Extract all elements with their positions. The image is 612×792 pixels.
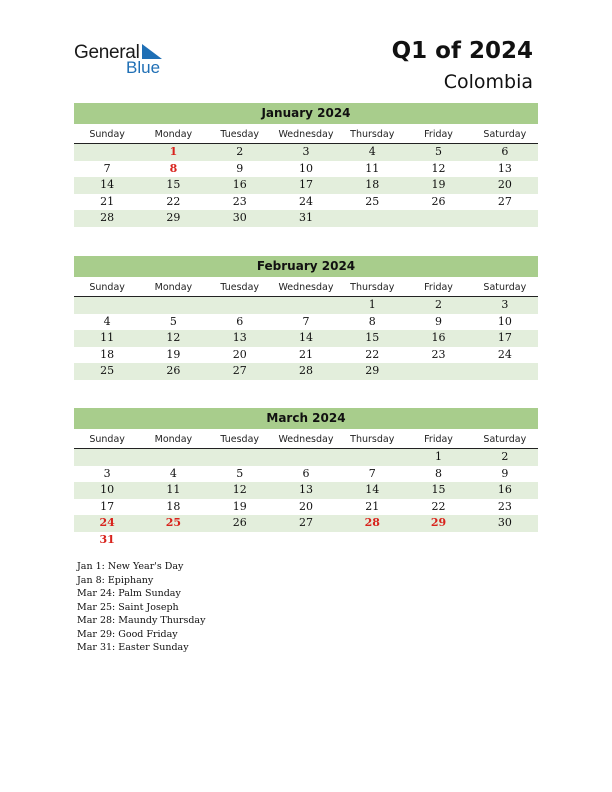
weekday-label: Friday [424,434,453,445]
weeks-grid [74,449,538,548]
day-cell: 23 [431,347,446,361]
empty-day-cell [472,210,538,227]
day-cell: 12 [431,161,446,175]
month-title: February 2024 [74,256,538,277]
week-row [74,449,538,466]
holiday-notes-list [77,560,205,655]
empty-day-cell [140,449,206,466]
weekday-label: Thursday [350,129,395,140]
week-row [74,482,538,499]
weekday-label: Monday [154,434,193,445]
week-row [74,297,538,314]
day-cell: 25 [365,194,380,208]
week-row [74,363,538,380]
weekday-label: Monday [154,129,193,140]
day-cell: 5 [435,145,443,158]
day-cell: 3 [302,145,310,158]
week-row [74,177,538,194]
day-cell: 21 [298,347,313,361]
empty-day-cell [207,532,273,549]
holiday-note: Mar 24: Palm Sunday [77,588,181,599]
month-calendar-january [74,103,538,227]
day-cell: 9 [236,161,244,175]
day-cell: 4 [103,314,111,328]
weekday-label: Wednesday [278,434,334,445]
day-cell: 27 [497,194,512,208]
weekday-label: Sunday [89,129,125,140]
weekday-label: Saturday [483,282,527,293]
day-cell: 11 [100,331,115,344]
week-row [74,499,538,516]
day-cell: 18 [166,499,181,513]
day-cell: 13 [497,161,512,175]
month-calendar-february [74,256,538,380]
day-cell: 11 [166,483,181,496]
weekday-label: Tuesday [220,434,260,445]
day-cell: 19 [232,499,247,513]
day-cell: 12 [232,483,247,496]
weeks-grid [74,297,538,380]
day-cell: 15 [431,483,446,496]
weekday-label: Monday [154,282,193,293]
week-row [74,194,538,211]
weekday-label: Thursday [350,434,395,445]
day-cell: 1 [435,450,443,463]
day-cell: 20 [298,499,313,513]
logo-blue-text: Blue [126,58,161,77]
day-cell: 3 [103,466,111,480]
day-cell: 27 [232,364,247,377]
day-cell: 14 [298,331,313,344]
day-cell: 22 [431,499,446,513]
day-cell: 2 [236,145,244,158]
day-cell: 7 [103,161,111,175]
day-cell: 22 [365,347,380,361]
weeks-grid [74,144,538,227]
day-cell: 16 [232,178,247,191]
weekday-label: Sunday [89,282,125,293]
day-cell: 27 [298,516,313,529]
day-cell: 8 [169,161,178,175]
day-cell: 6 [302,466,310,480]
day-cell: 14 [100,178,115,191]
day-cell: 28 [100,211,115,224]
day-cell: 17 [497,331,512,344]
holiday-note: Mar 25: Saint Joseph [77,601,179,613]
empty-day-cell [140,532,206,549]
empty-day-cell [273,449,339,466]
empty-day-cell [140,297,206,314]
day-cell: 4 [368,145,376,158]
day-cell: 26 [232,516,247,529]
day-cell: 6 [236,314,244,328]
holiday-note: Mar 28: Maundy Thursday [77,615,206,626]
day-cell: 25 [100,364,115,377]
day-cell: 11 [365,161,380,175]
empty-day-cell [273,532,339,549]
empty-day-cell [339,532,405,549]
day-cell: 1 [368,298,376,311]
day-cell: 12 [166,331,181,344]
day-cell: 13 [232,331,247,344]
empty-day-cell [74,297,140,314]
day-cell: 31 [99,532,115,546]
day-cell: 2 [435,298,443,311]
weekday-label: Tuesday [220,282,260,293]
day-cell: 8 [368,314,376,328]
day-cell: 29 [365,364,380,377]
day-cell: 16 [497,483,512,496]
day-cell: 19 [166,347,181,361]
day-cell: 8 [435,466,443,480]
day-cell: 31 [298,211,313,224]
holiday-note: Mar 31: Easter Sunday [77,642,189,653]
day-cell: 14 [365,483,380,496]
day-cell: 23 [232,194,247,208]
week-row [74,161,538,178]
week-row [74,210,538,227]
day-cell: 10 [100,483,115,496]
week-row [74,314,538,331]
empty-day-cell [207,297,273,314]
weekday-label: Tuesday [220,129,260,140]
day-cell: 24 [497,347,512,361]
day-cell: 21 [100,194,115,208]
holiday-note: Mar 29: Good Friday [77,628,178,640]
day-cell: 18 [100,347,115,361]
weekday-header-row [74,431,538,449]
empty-day-cell [472,363,538,380]
day-cell: 9 [435,314,443,328]
week-row [74,466,538,483]
weekday-label: Sunday [89,434,125,445]
holiday-note: Jan 1: New Year's Day [77,561,184,572]
day-cell: 24 [298,194,313,208]
weekday-label: Friday [424,282,453,293]
day-cell: 5 [169,314,177,328]
weekday-label: Wednesday [278,129,334,140]
day-cell: 7 [368,466,376,480]
day-cell: 30 [232,211,247,224]
day-cell: 15 [166,178,181,191]
day-cell: 4 [169,466,177,480]
weekday-label: Thursday [350,282,395,293]
weekday-label: Saturday [483,434,527,445]
generalblue-logo [74,42,174,78]
empty-day-cell [339,449,405,466]
day-cell: 20 [497,178,512,191]
week-row [74,515,538,532]
week-row [74,144,538,161]
day-cell: 3 [501,298,509,311]
day-cell: 6 [501,145,509,158]
day-cell: 15 [365,331,380,344]
day-cell: 26 [431,194,446,208]
empty-day-cell [339,210,405,227]
day-cell: 17 [100,499,115,513]
weekday-label: Saturday [483,129,527,140]
month-title: January 2024 [74,103,538,124]
day-cell: 1 [169,145,178,158]
day-cell: 2 [501,450,509,463]
day-cell: 28 [298,364,313,377]
day-cell: 10 [497,314,512,328]
logo-general-text: General [74,42,140,63]
empty-day-cell [472,532,538,549]
weekday-header-row [74,279,538,297]
empty-day-cell [74,449,140,466]
month-calendar-march [74,408,538,548]
day-cell: 29 [166,211,181,224]
empty-day-cell [405,210,471,227]
day-cell: 21 [365,499,380,513]
week-row [74,347,538,364]
empty-day-cell [207,449,273,466]
week-row [74,330,538,347]
holiday-note: Jan 8: Epiphany [77,574,154,586]
page-title: Q1 of 2024 [391,38,533,64]
day-cell: 29 [430,516,447,529]
weekday-label: Wednesday [278,282,334,293]
empty-day-cell [273,297,339,314]
day-cell: 19 [431,178,446,191]
day-cell: 30 [497,516,512,529]
day-cell: 17 [298,178,313,191]
day-cell: 5 [236,466,244,480]
weekday-header-row [74,126,538,144]
week-row [74,532,538,549]
day-cell: 28 [364,516,380,529]
day-cell: 20 [232,347,247,361]
day-cell: 22 [166,194,181,208]
day-cell: 24 [99,516,115,529]
day-cell: 26 [166,364,181,377]
month-title: March 2024 [74,408,538,429]
weekday-label: Friday [424,129,453,140]
country-name: Colombia [443,71,533,93]
day-cell: 13 [298,483,313,496]
day-cell: 23 [497,499,512,513]
day-cell: 10 [298,161,313,175]
empty-day-cell [74,144,140,161]
day-cell: 7 [302,314,310,328]
empty-day-cell [405,532,471,549]
day-cell: 9 [501,466,509,480]
empty-day-cell [405,363,471,380]
day-cell: 16 [431,331,446,344]
day-cell: 18 [365,178,380,191]
day-cell: 25 [165,516,182,529]
